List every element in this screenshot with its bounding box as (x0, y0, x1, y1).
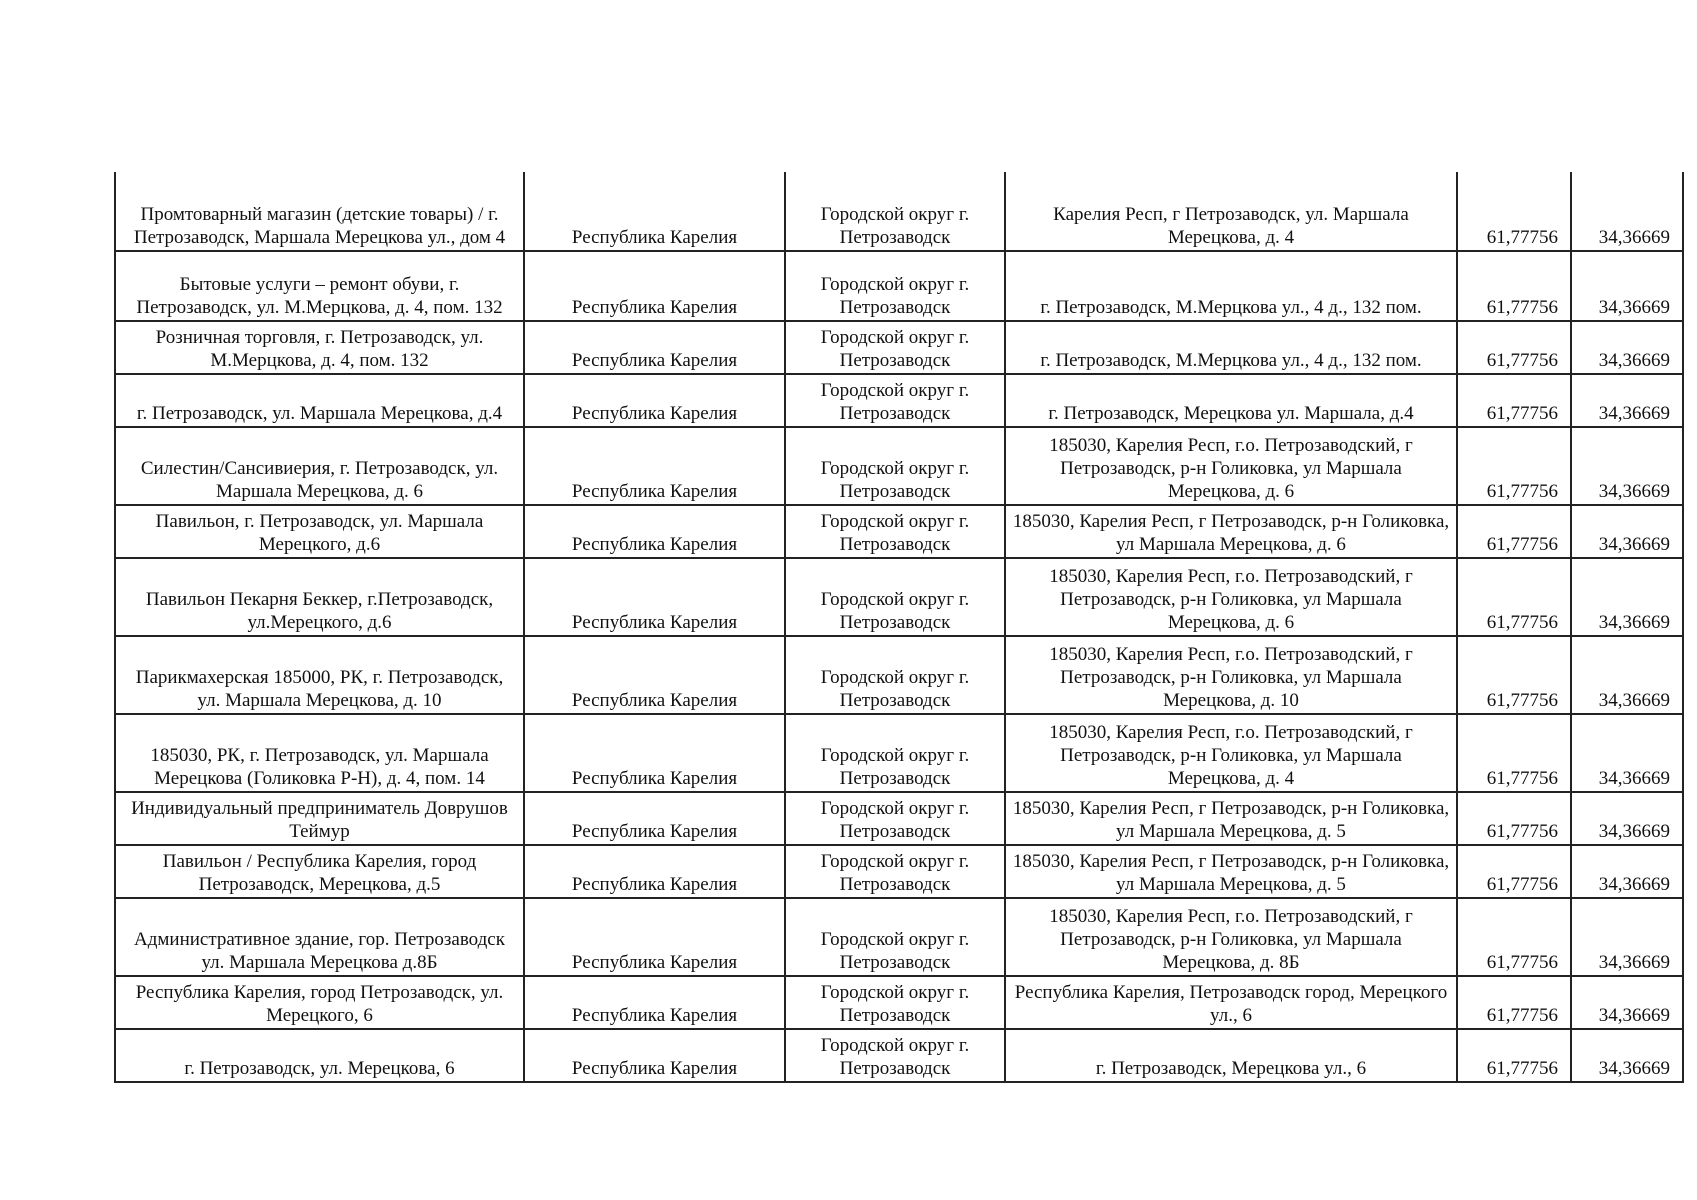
object-name-cell: Павильон / Республика Карелия, город Петрозаводск, Мерецкова, д.5 (115, 845, 524, 898)
latitude-cell: 61,77756 (1457, 792, 1571, 845)
table-row (115, 321, 1683, 374)
district-cell: Городской округ г. Петрозаводск (785, 558, 1005, 636)
address-cell: 185030, Карелия Респ, г.о. Петрозаводский, г Петрозаводск, р-н Голиковка, ул Маршала Мерецкова, д. 10 (1005, 636, 1457, 714)
region-cell: Республика Карелия (524, 251, 785, 321)
longitude-cell: 34,36669 (1571, 172, 1683, 251)
address-cell: 185030, Карелия Респ, г Петрозаводск, р-н Голиковка, ул Маршала Мерецкова, д. 5 (1005, 845, 1457, 898)
region-cell: Республика Карелия (524, 976, 785, 1029)
table-row (115, 845, 1683, 898)
latitude-cell: 61,77756 (1457, 321, 1571, 374)
longitude-cell: 34,36669 (1571, 898, 1683, 976)
region-cell: Республика Карелия (524, 1029, 785, 1082)
object-name-cell: Индивидуальный предприниматель Доврушов Теймур (115, 792, 524, 845)
address-cell: 185030, Карелия Респ, г.о. Петрозаводский, г Петрозаводск, р-н Голиковка, ул Маршала Мерецкова, д. 6 (1005, 427, 1457, 505)
address-cell: г. Петрозаводск, Мерецкова ул. Маршала, д.4 (1005, 374, 1457, 427)
region-cell: Республика Карелия (524, 427, 785, 505)
object-name-cell: Силестин/Сансивиерия, г. Петрозаводск, ул. Маршала Мерецкова, д. 6 (115, 427, 524, 505)
table-row (115, 898, 1683, 976)
district-cell: Городской округ г. Петрозаводск (785, 374, 1005, 427)
latitude-cell: 61,77756 (1457, 714, 1571, 792)
address-cell: г. Петрозаводск, Мерецкова ул., 6 (1005, 1029, 1457, 1082)
object-name-cell: Павильон, г. Петрозаводск, ул. Маршала Мерецкого, д.6 (115, 505, 524, 558)
latitude-cell: 61,77756 (1457, 251, 1571, 321)
latitude-cell: 61,77756 (1457, 427, 1571, 505)
address-cell: 185030, Карелия Респ, г Петрозаводск, р-н Голиковка, ул Маршала Мерецкова, д. 5 (1005, 792, 1457, 845)
object-name-cell: Административное здание, гор. Петрозаводск ул. Маршала Мерецкова д.8Б (115, 898, 524, 976)
table-row (115, 714, 1683, 792)
object-name-cell: Павильон Пекарня Беккер, г.Петрозаводск, ул.Мерецкого, д.6 (115, 558, 524, 636)
object-name-cell: Парикмахерская 185000, РК, г. Петрозаводск, ул. Маршала Мерецкова, д. 10 (115, 636, 524, 714)
longitude-cell: 34,36669 (1571, 251, 1683, 321)
region-cell: Республика Карелия (524, 636, 785, 714)
longitude-cell: 34,36669 (1571, 427, 1683, 505)
longitude-cell: 34,36669 (1571, 1029, 1683, 1082)
object-name-cell: Бытовые услуги – ремонт обуви, г. Петрозаводск, ул. М.Мерцкова, д. 4, пом. 132 (115, 251, 524, 321)
region-cell: Республика Карелия (524, 172, 785, 251)
longitude-cell: 34,36669 (1571, 845, 1683, 898)
district-cell: Городской округ г. Петрозаводск (785, 714, 1005, 792)
longitude-cell: 34,36669 (1571, 505, 1683, 558)
table-row (115, 374, 1683, 427)
region-cell: Республика Карелия (524, 714, 785, 792)
table-row (115, 172, 1683, 251)
region-cell: Республика Карелия (524, 374, 785, 427)
longitude-cell: 34,36669 (1571, 976, 1683, 1029)
object-name-cell: г. Петрозаводск, ул. Маршала Мерецкова, д.4 (115, 374, 524, 427)
region-cell: Республика Карелия (524, 558, 785, 636)
region-cell: Республика Карелия (524, 505, 785, 558)
address-cell: Республика Карелия, Петрозаводск город, Мерецкого ул., 6 (1005, 976, 1457, 1029)
latitude-cell: 61,77756 (1457, 1029, 1571, 1082)
longitude-cell: 34,36669 (1571, 714, 1683, 792)
longitude-cell: 34,36669 (1571, 374, 1683, 427)
latitude-cell: 61,77756 (1457, 845, 1571, 898)
table-row (115, 558, 1683, 636)
district-cell: Городской округ г. Петрозаводск (785, 976, 1005, 1029)
address-cell: 185030, Карелия Респ, г Петрозаводск, р-н Голиковка, ул Маршала Мерецкова, д. 6 (1005, 505, 1457, 558)
region-cell: Республика Карелия (524, 898, 785, 976)
table-row (115, 636, 1683, 714)
district-cell: Городской округ г. Петрозаводск (785, 172, 1005, 251)
object-name-cell: 185030, РК, г. Петрозаводск, ул. Маршала Мерецкова (Голиковка Р-Н), д. 4, пом. 14 (115, 714, 524, 792)
object-name-cell: Промтоварный магазин (детские товары) / г. Петрозаводск, Маршала Мерецкова ул., дом 4 (115, 172, 524, 251)
table-row (115, 427, 1683, 505)
district-cell: Городской округ г. Петрозаводск (785, 636, 1005, 714)
region-cell: Республика Карелия (524, 845, 785, 898)
object-name-cell: Республика Карелия, город Петрозаводск, ул. Мерецкого, 6 (115, 976, 524, 1029)
latitude-cell: 61,77756 (1457, 374, 1571, 427)
table-row (115, 1029, 1683, 1082)
latitude-cell: 61,77756 (1457, 898, 1571, 976)
longitude-cell: 34,36669 (1571, 792, 1683, 845)
address-cell: 185030, Карелия Респ, г.о. Петрозаводский, г Петрозаводск, р-н Голиковка, ул Маршала Мерецкова, д. 4 (1005, 714, 1457, 792)
address-cell: г. Петрозаводск, М.Мерцкова ул., 4 д., 132 пом. (1005, 251, 1457, 321)
address-cell: 185030, Карелия Респ, г.о. Петрозаводский, г Петрозаводск, р-н Голиковка, ул Маршала Мерецкова, д. 8Б (1005, 898, 1457, 976)
district-cell: Городской округ г. Петрозаводск (785, 792, 1005, 845)
district-cell: Городской округ г. Петрозаводск (785, 898, 1005, 976)
object-name-cell: Розничная торговля, г. Петрозаводск, ул. М.Мерцкова, д. 4, пом. 132 (115, 321, 524, 374)
addresses-table (114, 172, 1684, 1083)
district-cell: Городской округ г. Петрозаводск (785, 845, 1005, 898)
address-cell: г. Петрозаводск, М.Мерцкова ул., 4 д., 132 пом. (1005, 321, 1457, 374)
address-cell: 185030, Карелия Респ, г.о. Петрозаводский, г Петрозаводск, р-н Голиковка, ул Маршала Мерецкова, д. 6 (1005, 558, 1457, 636)
longitude-cell: 34,36669 (1571, 558, 1683, 636)
latitude-cell: 61,77756 (1457, 505, 1571, 558)
object-name-cell: г. Петрозаводск, ул. Мерецкова, 6 (115, 1029, 524, 1082)
address-cell: Карелия Респ, г Петрозаводск, ул. Маршала Мерецкова, д. 4 (1005, 172, 1457, 251)
region-cell: Республика Карелия (524, 792, 785, 845)
longitude-cell: 34,36669 (1571, 636, 1683, 714)
latitude-cell: 61,77756 (1457, 976, 1571, 1029)
table-row (115, 792, 1683, 845)
district-cell: Городской округ г. Петрозаводск (785, 321, 1005, 374)
latitude-cell: 61,77756 (1457, 558, 1571, 636)
table-row (115, 251, 1683, 321)
latitude-cell: 61,77756 (1457, 172, 1571, 251)
latitude-cell: 61,77756 (1457, 636, 1571, 714)
region-cell: Республика Карелия (524, 321, 785, 374)
district-cell: Городской округ г. Петрозаводск (785, 427, 1005, 505)
longitude-cell: 34,36669 (1571, 321, 1683, 374)
district-cell: Городской округ г. Петрозаводск (785, 251, 1005, 321)
table-row (115, 505, 1683, 558)
table-row (115, 976, 1683, 1029)
district-cell: Городской округ г. Петрозаводск (785, 505, 1005, 558)
district-cell: Городской округ г. Петрозаводск (785, 1029, 1005, 1082)
